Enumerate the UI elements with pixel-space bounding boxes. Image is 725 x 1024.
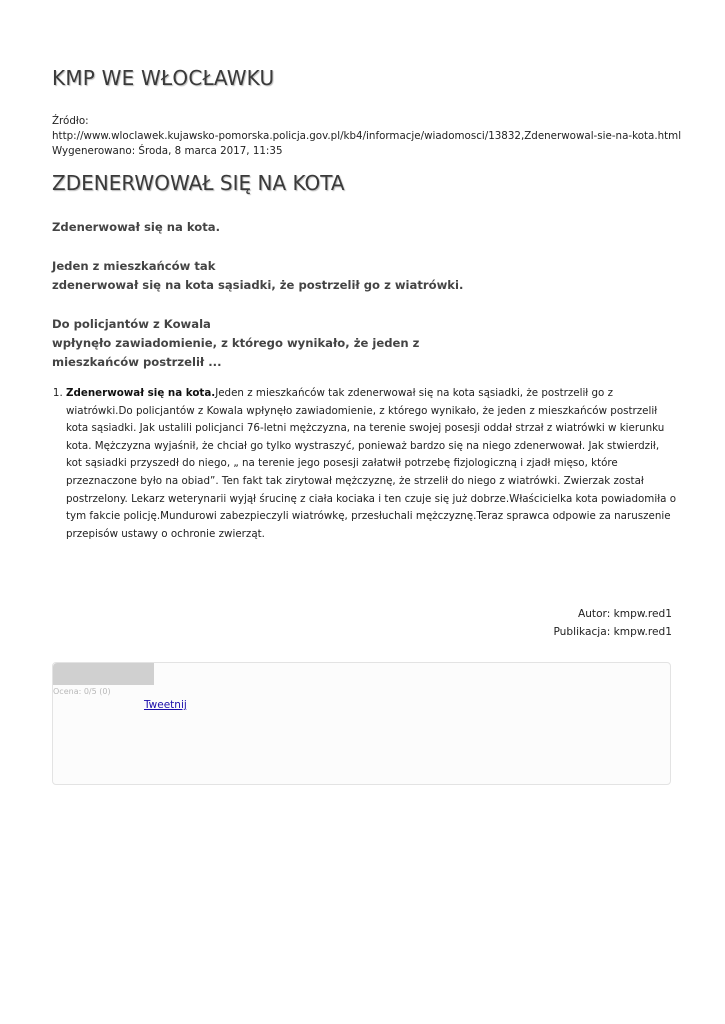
list-item: [66, 385, 676, 543]
lead-line: Do policjantów z Kowala: [52, 317, 211, 331]
body-text: Jeden z mieszkańców tak zdenerwował się na kota sąsiadki, że postrzelił go z wiatrówki.Do policjantów z Kowala wpłynęło zawiadomienie, z którego wynikało, że jeden z mieszkańców postrzelił kota sąsiadki. Jak ustalili policjanci 76-letni mężczyzna, na terenie swojej posesji oddał strzał z wiatrówki w kierunku kota. Mężczyzna wyjaśnił, że chciał go tylko wystraszyć, ponieważ bardzo się na niego zdenerwował. Jak stwierdził, kot sąsiadki przyszedł do niego, „ na terenie jego posesji załatwił potrzebę fizjologiczną i zjadł mięso, które przeznaczone było na obiad”. Ten fakt tak zirytował mężczyznę, że strzelił do niego z wiatrówki. Zwierzak został postrzelony. Lekarz weterynarii wyjął śrucinę z ciała kociaka i ten czuje się już dobrze.Właścicielka kota powiadomiła o tym fakcie policję.Mundurowi zabezpieczyli wiatrówkę, przesłuchali mężczyznę.Teraz sprawca odpowie za naruszenie przepisów ustawy o ochronie zwierząt.: [66, 387, 677, 540]
lead-line: wpłynęło zawiadomienie, z którego wynikało, że jeden z: [52, 336, 420, 350]
rating-text: Ocena: 0/5 (0): [53, 687, 111, 696]
source-label: Źródło:: [52, 115, 89, 127]
author-line: Autor: kmpw.red1: [577, 608, 672, 620]
author-info: [553, 605, 672, 641]
lead-line: mieszkańców postrzelił ...: [52, 355, 222, 369]
rating-stars-bar[interactable]: [53, 663, 154, 685]
source-meta: [52, 114, 681, 159]
lead-paragraph-3: [52, 315, 419, 372]
publication-line: Publikacja: kmpw.red1: [553, 626, 672, 638]
site-title: KMP WE WŁOCŁAWKU: [52, 66, 275, 90]
article-body-list: [52, 385, 676, 543]
lead-paragraph-2: [52, 257, 463, 295]
tweet-link[interactable]: Tweetnij: [144, 699, 187, 711]
lead-paragraph-1: [52, 218, 220, 237]
body-bold-title: Zdenerwował się na kota.: [66, 387, 216, 399]
social-box: [52, 662, 671, 785]
lead-line: Jeden z mieszkańców tak: [52, 259, 216, 273]
lead-line: Zdenerwował się na kota.: [52, 220, 220, 234]
article-title: ZDENERWOWAŁ SIĘ NA KOTA: [52, 171, 345, 195]
generated-date: Wygenerowano: Środa, 8 marca 2017, 11:35: [52, 145, 283, 157]
lead-line: zdenerwował się na kota sąsiadki, że postrzelił go z wiatrówki.: [52, 278, 464, 292]
source-url: http://www.wloclawek.kujawsko-pomorska.policja.gov.pl/kb4/informacje/wiadomosci/13832,Zdenerwowal-sie-na-kota.html: [52, 130, 682, 142]
